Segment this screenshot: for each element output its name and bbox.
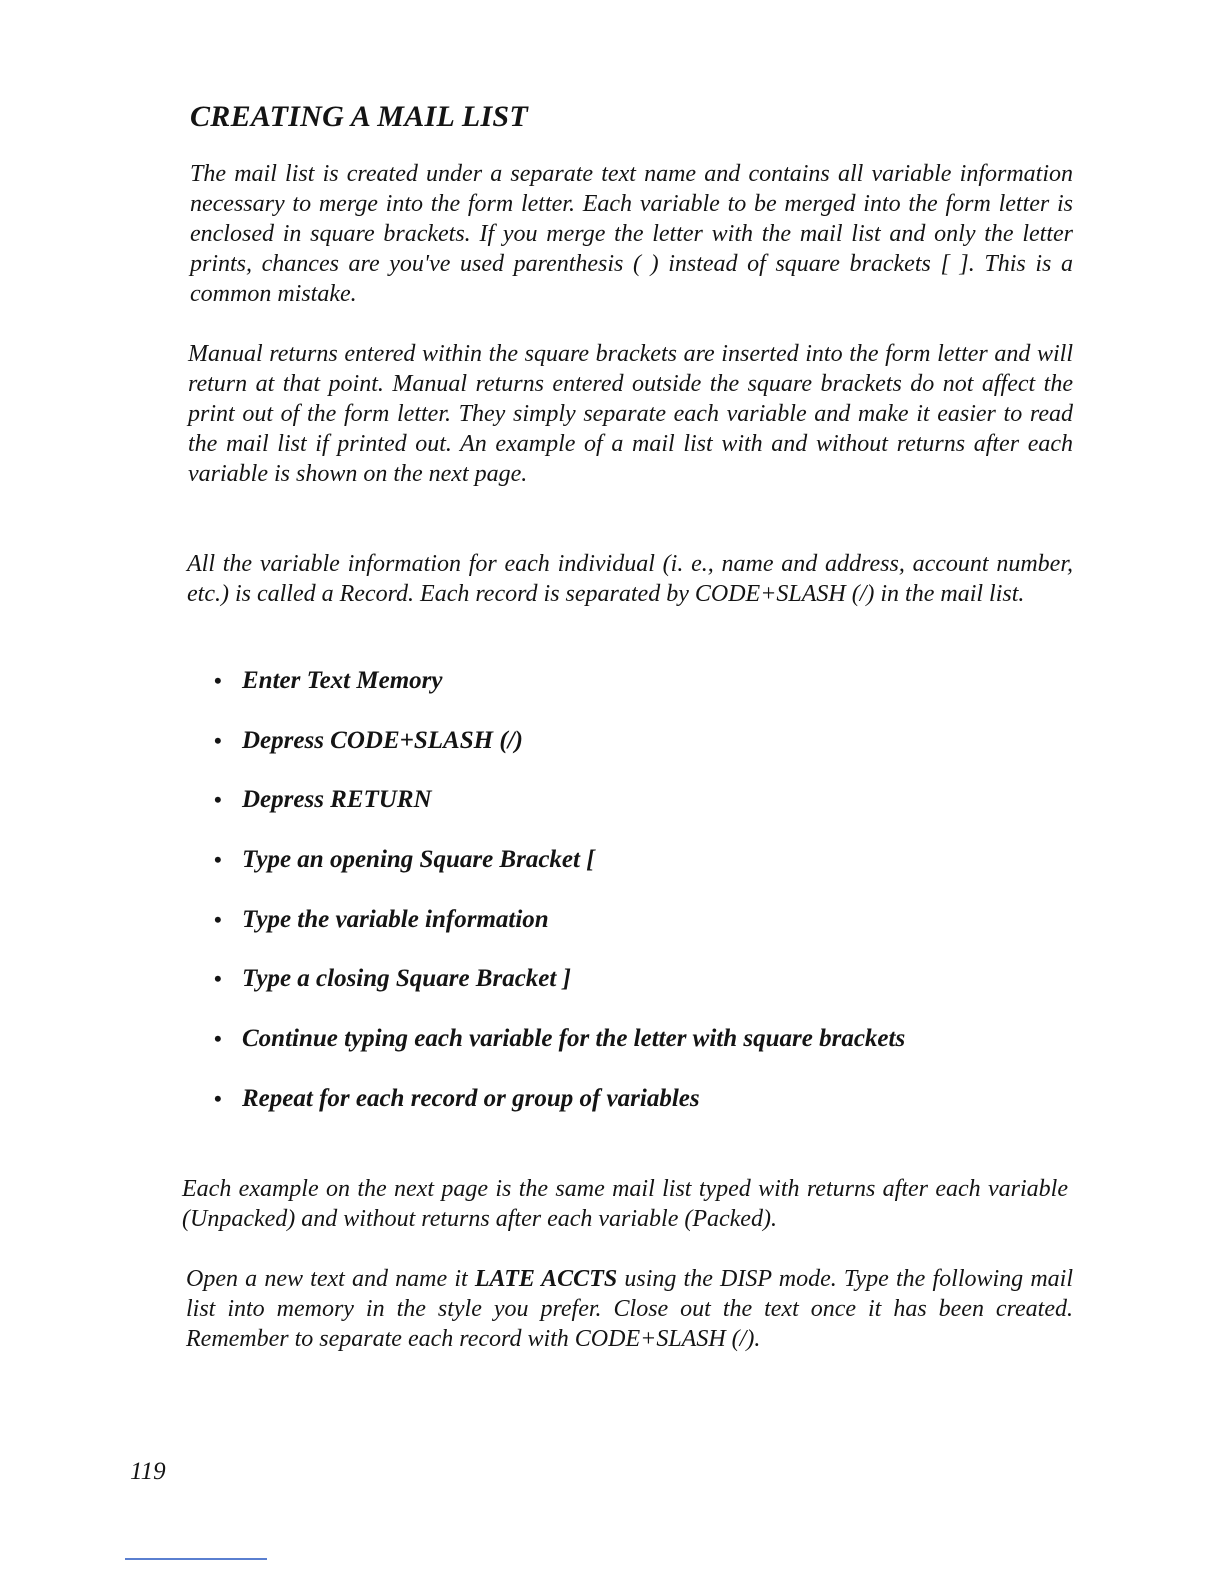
list-item	[214, 962, 905, 1022]
bullet-icon: •	[214, 1085, 222, 1111]
bullet-icon: •	[214, 966, 222, 992]
step-text: Repeat for each record or group of variables	[242, 1084, 700, 1112]
bullet-icon: •	[214, 668, 222, 693]
manual-returns-paragraph: Manual returns entered within the square brackets are inserted into the form letter and will return at that point. Manual returns entered outside the square brackets do not affect the print out of the form letter. They simply separate each variable and make it easier to read the mail list if printed out. An example of a mail list with and without returns after each variable is shown on the next page.	[188, 341, 1073, 487]
text-name-emphasis: LATE ACCTS	[474, 1266, 618, 1292]
steps-list	[214, 664, 905, 1142]
intro-paragraph: The mail list is created under a separate text name and contains all variable information necessary to merge into the form letter. Each variable to be merged into the form letter is enclosed in square brackets. If you merge the letter with the mail list and only the letter prints, chances are you've used parenthesis ( ) instead of square brackets [ ]. This is a common mistake.	[190, 161, 1073, 307]
list-item	[214, 724, 905, 784]
page-number: 119	[130, 1458, 166, 1485]
step-text: Depress CODE+SLASH (/)	[242, 726, 523, 754]
instructions-text-start: Open a new text and name it	[186, 1266, 475, 1292]
list-item	[214, 1022, 905, 1082]
step-text: Continue typing each variable for the letter with square brackets	[242, 1025, 906, 1053]
list-item	[214, 903, 905, 963]
list-item	[214, 843, 905, 903]
record-definition-paragraph: All the variable information for each individual (i. e., name and address, account number, etc.) is called a Record. Each record is separated by CODE+SLASH (/) in the mail list.	[187, 551, 1073, 607]
list-item	[214, 664, 905, 724]
bottom-divider	[125, 1558, 267, 1560]
list-item	[214, 783, 905, 843]
examples-paragraph: Each example on the next page is the same mail list typed with returns after each variable (Unpacked) and without returns after each variable (Packed).	[182, 1176, 1068, 1232]
page-title: CREATING A MAIL LIST	[190, 100, 529, 133]
step-text: Type an opening Square Bracket [	[242, 846, 595, 874]
bullet-icon: •	[214, 847, 222, 873]
bullet-icon: •	[214, 906, 222, 932]
bullet-icon: •	[214, 1026, 222, 1052]
step-text: Type a closing Square Bracket ]	[242, 965, 571, 993]
list-item	[214, 1082, 905, 1142]
step-text: Enter Text Memory	[242, 667, 443, 694]
step-text: Type the variable information	[242, 905, 549, 933]
step-text: Depress RETURN	[242, 786, 432, 814]
instructions-text-end: using the DISP mode. Type the following mail list into memory in the style you prefer. Close out the text once it has been created. Remember to separate each record with CODE+SLASH (/).	[186, 1266, 1074, 1352]
bullet-icon: •	[214, 787, 222, 813]
bullet-icon: •	[214, 727, 222, 753]
instructions-paragraph	[186, 1264, 1073, 1354]
